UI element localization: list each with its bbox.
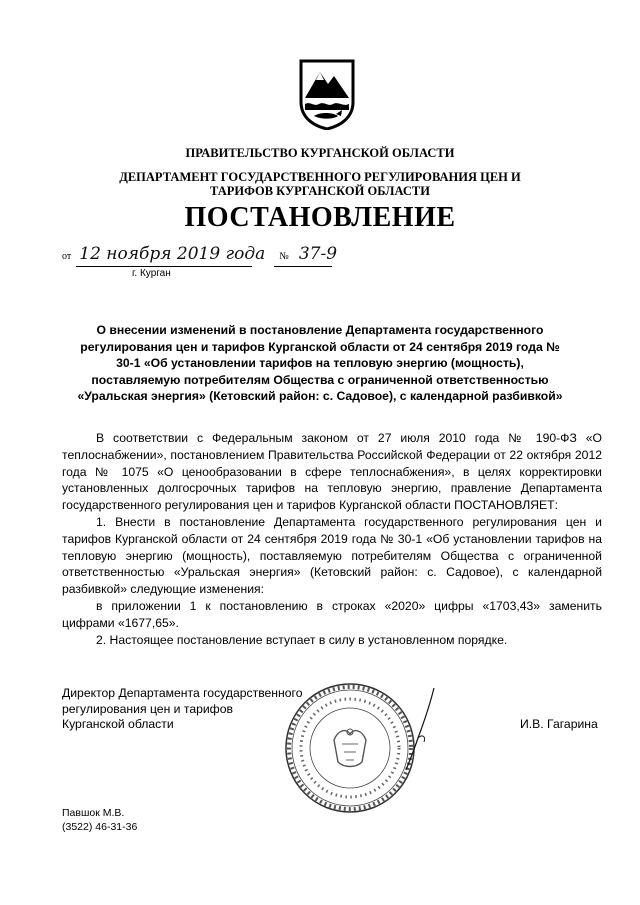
handwritten-signature [396, 684, 456, 774]
number-label: № [279, 251, 289, 262]
handwritten-number: 37-9 [298, 244, 338, 264]
position-line-3: Курганской области [62, 717, 174, 731]
government-name: ПРАВИТЕЛЬСТВО КУРГАНСКОЙ ОБЛАСТИ [185, 146, 455, 160]
executor-phone: (3522) 46-31-36 [62, 821, 138, 833]
item-1-detail-paragraph: в приложении 1 к постановлению в строках «2020» цифры «1703,43» заменить цифрами «1677,65». [62, 598, 602, 630]
coat-of-arms-emblem [298, 58, 356, 130]
city: г. Курган [132, 268, 171, 279]
document-body [62, 430, 602, 648]
position-line-2: регулирования цен и тарифов [62, 701, 233, 716]
preamble-paragraph: В соответствии с Федеральным законом от 27 июля 2010 года № 190-ФЗ «О теплоснабжении», постановлением Правительства Российской Федерации от 22 октября 2012 года № 1075 «О ценообразовании в сфере теплоснабжения», в целях корректировки установленных долгосрочных тарифов на тепловую энергию, правление Департамента государственного регулирования цен и тарифов Курганской области ПОСТАНОВЛЯЕТ: [62, 431, 602, 513]
date-number-line [62, 244, 337, 264]
document-title: ПОСТАНОВЛЕНИЕ [184, 202, 456, 233]
signatory-name: И.В. Гагарина [520, 717, 598, 731]
from-label: от [62, 251, 72, 262]
item-2-paragraph: 2. Настоящее постановление вступает в силу в установленном порядке. [96, 632, 508, 647]
executor-info [62, 806, 137, 834]
number-underline [274, 266, 332, 267]
document-subject: О внесении изменений в постановление Департамента государственного регулирования цен и тарифов Курганской области от 24 сентября 2019 года № 30-1 «Об установлении тарифов на тепловую энергию (мощность), поставляемую потребителям Общества с ограниченной ответственностью «Уральская энергия» (Кетовский район: с. Садовое), с календарной разбивкой» [77, 323, 563, 403]
executor-name: Павшок М.В. [62, 807, 125, 819]
item-1-paragraph: 1. Внести в постановление Департамента государственного регулирования цен и тарифов Курганской области от 24 сентября 2019 года № 30-1 «Об установлении тарифов на тепловую энергию (мощность), поставляемую потребителям Общества с ограниченной ответственностью «Уральская энергия» (Кетовский район: с. Садовое), с календарной разбивкой» следующие изменения: [62, 514, 602, 597]
handwritten-date: 12 ноября 2019 года [79, 244, 266, 264]
department-name: ДЕПАРТАМЕНТ ГОСУДАРСТВЕННОГО РЕГУЛИРОВАНИЯ ЦЕН И ТАРИФОВ КУРГАНСКОЙ ОБЛАСТИ [119, 170, 521, 198]
date-underline [76, 266, 252, 267]
signatory-position [62, 686, 303, 733]
position-line-1: Директор Департамента государственного [62, 686, 303, 700]
